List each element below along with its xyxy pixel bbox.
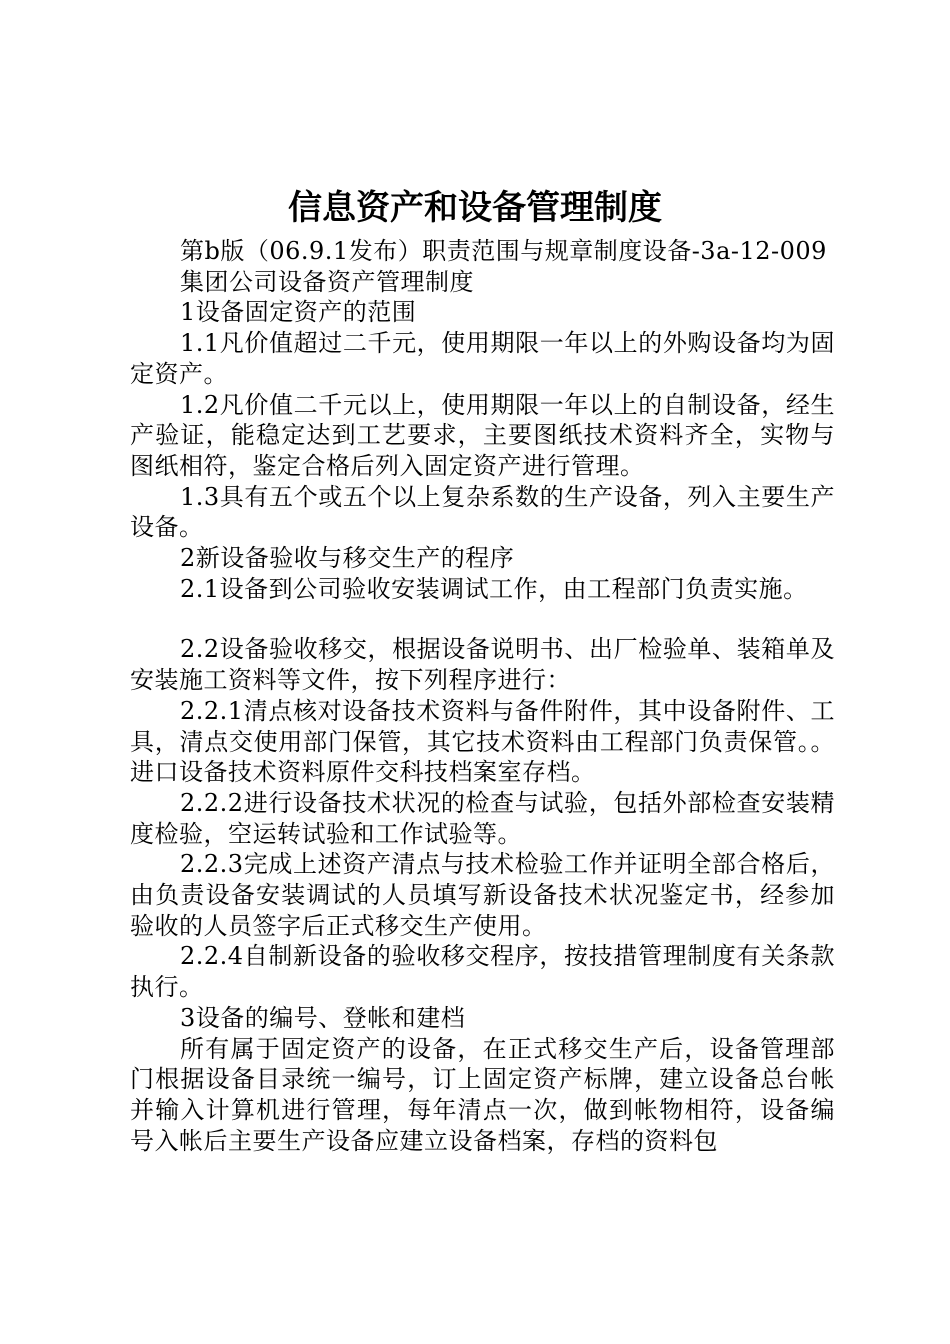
section-heading-1: 1设备固定资产的范围: [180, 298, 417, 327]
section-heading-2: 2新设备验收与移交生产的程序: [180, 544, 515, 573]
paragraph-2-2: 2.2设备验收移交，根据设备说明书、出厂检验单、装箱单及安装施工资料等文件，按下列程序进行：: [130, 635, 835, 695]
paragraph-1-1: 1.1凡价值超过二千元，使用期限一年以上的外购设备均为固定资产。: [130, 329, 835, 388]
paragraph-2-1: 2.1设备到公司验收安装调试工作，由工程部门负责实施。: [180, 574, 808, 603]
section-heading-3: 3设备的编号、登帐和建档: [180, 1003, 466, 1032]
paragraph-3-body: 所有属于固定资产的设备，在正式移交生产后，设备管理部门根据设备目录统一编号，订上固定资产标牌，建立设备总台帐并输入计算机进行管理，每年清点一次，做到帐物相符，设备编号入帐后主要生产设备应建立设备档案，存档的资料包: [130, 1034, 835, 1155]
paragraph-subtitle: 集团公司设备资产管理制度: [180, 267, 474, 296]
document-body: [130, 236, 835, 1156]
paragraph-1-3: 1.3具有五个或五个以上复杂系数的生产设备，列入主要生产设备。: [130, 482, 835, 542]
paragraph-version: 第b版（06.9.1发布）职责范围与规章制度设备-3a-12-009: [180, 237, 827, 265]
paragraph-2-2-2: 2.2.2进行设备技术状况的检查与试验，包括外部检查安装精度检验，空运转试验和工作试验等。: [130, 788, 835, 848]
paragraph-2-2-1: 2.2.1清点核对设备技术资料与备件附件，其中设备附件、工具，清点交使用部门保管，其它技术资料由工程部门负责保管。。进口设备技术资料原件交科技档案室存档。: [130, 696, 835, 787]
paragraph-1-2: 1.2凡价值二千元以上，使用期限一年以上的自制设备，经生产验证，能稳定达到工艺要求，主要图纸技术资料齐全，实物与图纸相符，鉴定合格后列入固定资产进行管理。: [130, 390, 835, 480]
document-title: 信息资产和设备管理制度: [288, 188, 662, 228]
paragraph-2-2-4: 2.2.4自制新设备的验收移交程序，按技措管理制度有关条款执行。: [130, 942, 835, 1002]
paragraph-2-2-3: 2.2.3完成上述资产清点与技术检验工作并证明全部合格后，由负责设备安装调试的人员填写新设备技术状况鉴定书，经参加验收的人员签字后正式移交生产使用。: [130, 850, 835, 940]
